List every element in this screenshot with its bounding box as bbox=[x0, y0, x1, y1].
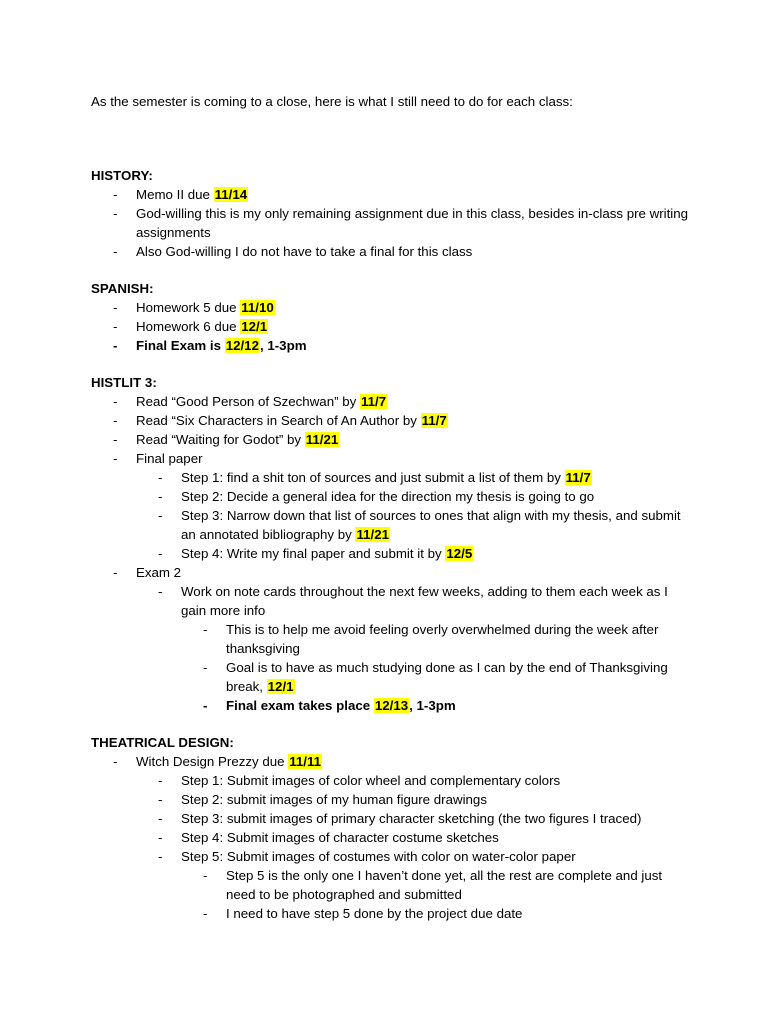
item-text: Read “Good Person of Szechwan” by bbox=[136, 394, 360, 409]
list-item bbox=[91, 468, 691, 487]
dash-bullet: - bbox=[158, 470, 163, 485]
dash-bullet: - bbox=[158, 811, 163, 826]
list-item bbox=[91, 336, 691, 355]
dash-bullet: - bbox=[113, 187, 118, 202]
dash-bullet: - bbox=[158, 508, 163, 523]
item-text: Goal is to have as much studying done as I can by the end of Thanksgiving break, bbox=[226, 660, 668, 694]
dash-bullet: - bbox=[113, 413, 118, 428]
dash-bullet: - bbox=[158, 584, 163, 599]
dash-bullet: - bbox=[113, 319, 118, 334]
list-item bbox=[91, 847, 691, 866]
item-text: I need to have step 5 done by the project due date bbox=[226, 906, 523, 921]
dash-bullet: - bbox=[203, 622, 208, 637]
item-text: Step 2: submit images of my human figure drawings bbox=[181, 792, 487, 807]
item-text: Final paper bbox=[136, 451, 203, 466]
dash-bullet: - bbox=[158, 792, 163, 807]
dash-bullet: - bbox=[158, 830, 163, 845]
highlighted-date: 12/13 bbox=[374, 698, 409, 713]
item-text: Step 5: Submit images of costumes with color on water-color paper bbox=[181, 849, 576, 864]
highlighted-date: 12/1 bbox=[267, 679, 294, 694]
dash-bullet: - bbox=[158, 849, 163, 864]
dash-bullet: - bbox=[158, 546, 163, 561]
class-section bbox=[91, 733, 691, 923]
section-heading: SPANISH: bbox=[91, 281, 154, 296]
item-text: Read “Waiting for Godot” by bbox=[136, 432, 305, 447]
highlighted-date: 11/21 bbox=[305, 432, 339, 447]
highlighted-date: 11/7 bbox=[360, 394, 387, 409]
item-text: Step 3: Narrow down that list of sources to ones that align with my thesis, and submit an annotated bibliography by bbox=[181, 508, 681, 542]
list-item bbox=[91, 828, 691, 847]
list-item bbox=[91, 449, 691, 468]
item-text: Step 4: Submit images of character costume sketches bbox=[181, 830, 499, 845]
section-heading: HISTLIT 3: bbox=[91, 375, 157, 390]
class-section bbox=[91, 279, 691, 355]
item-text: Exam 2 bbox=[136, 565, 182, 580]
list-item bbox=[91, 696, 691, 715]
item-text: Read “Six Characters in Search of An Author by bbox=[136, 413, 421, 428]
dash-bullet: - bbox=[113, 565, 118, 580]
list-item bbox=[91, 809, 691, 828]
dash-bullet: - bbox=[203, 698, 208, 713]
highlighted-date: 11/7 bbox=[565, 470, 591, 485]
highlighted-date: 11/11 bbox=[289, 754, 322, 769]
section-heading: HISTORY: bbox=[91, 168, 153, 183]
dash-bullet: - bbox=[203, 868, 208, 883]
list-item bbox=[91, 771, 691, 790]
list-item bbox=[91, 752, 691, 771]
highlighted-date: 12/5 bbox=[446, 546, 473, 561]
item-text: Homework 6 due bbox=[136, 319, 241, 334]
class-sections bbox=[91, 166, 691, 941]
highlighted-date: 11/7 bbox=[421, 413, 447, 428]
list-item bbox=[91, 582, 691, 620]
list-item bbox=[91, 317, 691, 336]
list-item bbox=[91, 620, 691, 658]
dash-bullet: - bbox=[113, 451, 118, 466]
section-heading: THEATRICAL DESIGN: bbox=[91, 735, 234, 750]
item-text: Also God-willing I do not have to take a final for this class bbox=[136, 244, 473, 259]
list-item bbox=[91, 563, 691, 582]
list-item bbox=[91, 185, 691, 204]
dash-bullet: - bbox=[113, 300, 118, 315]
list-item bbox=[91, 242, 691, 261]
list-item bbox=[91, 658, 691, 696]
list-item bbox=[91, 298, 691, 317]
highlighted-date: 12/12 bbox=[225, 338, 259, 353]
list-item bbox=[91, 866, 691, 904]
list-item bbox=[91, 506, 691, 544]
dash-bullet: - bbox=[203, 906, 208, 921]
dash-bullet: - bbox=[113, 244, 118, 259]
list-item bbox=[91, 790, 691, 809]
item-text: Step 1: Submit images of color wheel and complementary colors bbox=[181, 773, 561, 788]
highlighted-date: 11/14 bbox=[214, 187, 248, 202]
item-text: Step 1: find a shit ton of sources and just submit a list of them by bbox=[181, 470, 565, 485]
intro-text: As the semester is coming to a close, here is what I still need to do for each class: bbox=[91, 94, 573, 109]
highlighted-date: 11/10 bbox=[241, 300, 274, 315]
item-text: Step 2: Decide a general idea for the direction my thesis is going to go bbox=[181, 489, 595, 504]
item-text: Memo II due bbox=[136, 187, 214, 202]
list-item bbox=[91, 904, 691, 923]
item-text: Step 4: Write my final paper and submit it by bbox=[181, 546, 446, 561]
highlighted-date: 12/1 bbox=[241, 319, 268, 334]
item-text: Work on note cards throughout the next few weeks, adding to them each week as I gain more info bbox=[181, 584, 668, 618]
list-item bbox=[91, 487, 691, 506]
dash-bullet: - bbox=[203, 660, 208, 675]
class-section bbox=[91, 373, 691, 715]
item-text: Step 5 is the only one I haven’t done yet, all the rest are complete and just need to be photographed and submitted bbox=[226, 868, 663, 902]
list-item bbox=[91, 411, 691, 430]
dash-bullet: - bbox=[113, 394, 118, 409]
list-item bbox=[91, 204, 691, 242]
item-text: Final Exam is bbox=[136, 338, 225, 353]
list-item bbox=[91, 544, 691, 563]
dash-bullet: - bbox=[158, 489, 163, 504]
dash-bullet: - bbox=[113, 432, 118, 447]
item-text: , 1-3pm bbox=[259, 338, 307, 353]
item-text: This is to help me avoid feeling overly overwhelmed during the week after thanksgiving bbox=[226, 622, 659, 656]
item-text: Final exam takes place bbox=[226, 698, 374, 713]
class-section bbox=[91, 166, 691, 261]
dash-bullet: - bbox=[113, 206, 118, 221]
item-text: Witch Design Prezzy due bbox=[136, 754, 289, 769]
dash-bullet: - bbox=[158, 773, 163, 788]
highlighted-date: 11/21 bbox=[356, 527, 390, 542]
item-text: God-willing this is my only remaining assignment due in this class, besides in-class pre writing assignments bbox=[136, 206, 689, 240]
dash-bullet: - bbox=[113, 338, 118, 353]
dash-bullet: - bbox=[113, 754, 118, 769]
list-item bbox=[91, 430, 691, 449]
item-text: Step 3: submit images of primary character sketching (the two figures I traced) bbox=[181, 811, 642, 826]
item-text: Homework 5 due bbox=[136, 300, 241, 315]
item-text: , 1-3pm bbox=[409, 698, 456, 713]
list-item bbox=[91, 392, 691, 411]
